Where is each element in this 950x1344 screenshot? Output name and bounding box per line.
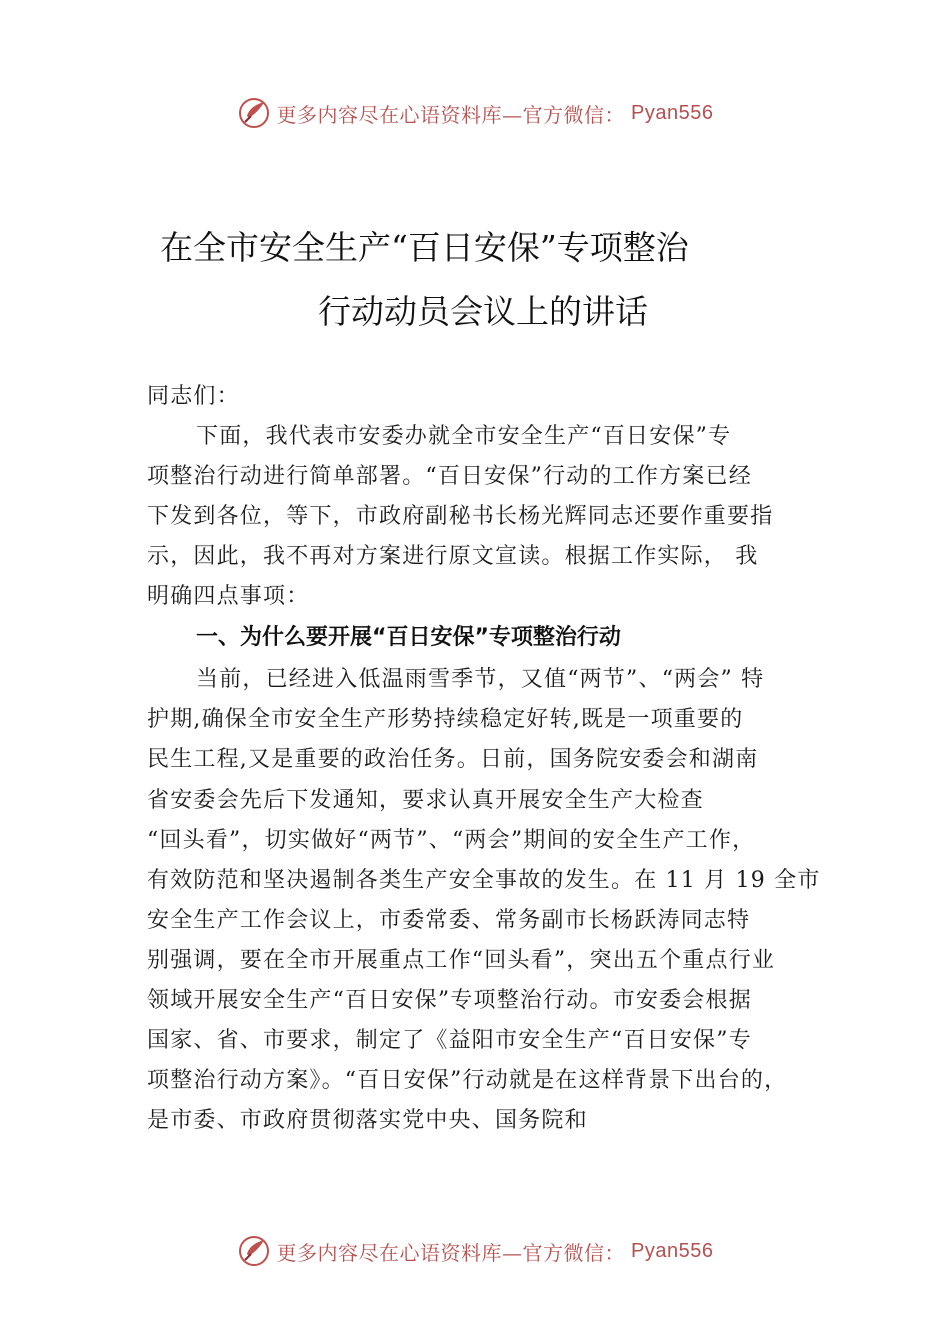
paragraph-line: 是市委、市政府贯彻落实党中央、国务院和 [147, 1108, 588, 1133]
paragraph-line: 示，因此，我不再对方案进行原文宣读。根据工作实际， 我 [147, 544, 759, 569]
paragraph-line: 国家、省、市要求，制定了《益阳市安全生产“百日安保”专 [147, 1028, 752, 1053]
section-heading: 一、为什么要开展“百日安保”专项整治行动 [196, 625, 621, 650]
paragraph-line: 安全生产工作会议上，市委常委、常务副市长杨跃涛同志特 [147, 908, 751, 933]
salutation: 同志们： [147, 384, 240, 409]
quill-heart-icon [237, 96, 271, 130]
paragraph-line: 省安委会先后下发通知，要求认真开展安全生产大检查 [147, 788, 704, 813]
document-title-line-1: 在全市安全生产“百日安保”专项整治 [160, 228, 689, 267]
paragraph-line: “回头看”，切实做好“两节”、“两会”期间的安全生产工作， [147, 828, 756, 853]
paragraph-line: 下发到各位，等下，市政府副秘书长杨光辉同志还要作重要指 [147, 504, 774, 529]
paragraph-line: 别强调，要在全市开展重点工作“回头看”，突出五个重点行业 [147, 948, 776, 973]
watermark-wechat-id: Pyan556 [631, 101, 714, 124]
paragraph-line: 下面，我代表市安委办就全市安全生产“百日安保”专 [196, 424, 732, 449]
paragraph-line: 当前，已经进入低温雨雪季节，又值“两节”、“两会” 特 [196, 667, 765, 692]
paragraph-line: 有效防范和坚决遏制各类生产安全事故的发生。在 11 月 19 全市 [147, 868, 821, 893]
paragraph-line: 领域开展安全生产“百日安保”专项整治行动。市安委会根据 [147, 988, 752, 1013]
header-watermark [0, 96, 950, 130]
quill-heart-icon [237, 1234, 271, 1268]
paragraph-line: 明确四点事项： [147, 584, 310, 609]
paragraph-line: 项整治行动进行简单部署。“百日安保”行动的工作方案已经 [147, 464, 752, 489]
watermark-text: 更多内容尽在心语资料库—官方微信： [276, 102, 626, 127]
watermark-wechat-id: Pyan556 [631, 1239, 714, 1262]
paragraph-line: 民生工程,又是重要的政治任务。日前，国务院安委会和湖南 [147, 747, 759, 772]
paragraph-line: 护期,确保全市安全生产形势持续稳定好转,既是一项重要的 [147, 707, 744, 732]
watermark-text: 更多内容尽在心语资料库—官方微信： [276, 1240, 626, 1265]
document-title-line-2: 行动动员会议上的讲话 [318, 292, 648, 331]
paragraph-line: 项整治行动方案》。“百日安保”行动就是在这样背景下出台的， [147, 1068, 788, 1093]
footer-watermark [0, 1234, 950, 1268]
